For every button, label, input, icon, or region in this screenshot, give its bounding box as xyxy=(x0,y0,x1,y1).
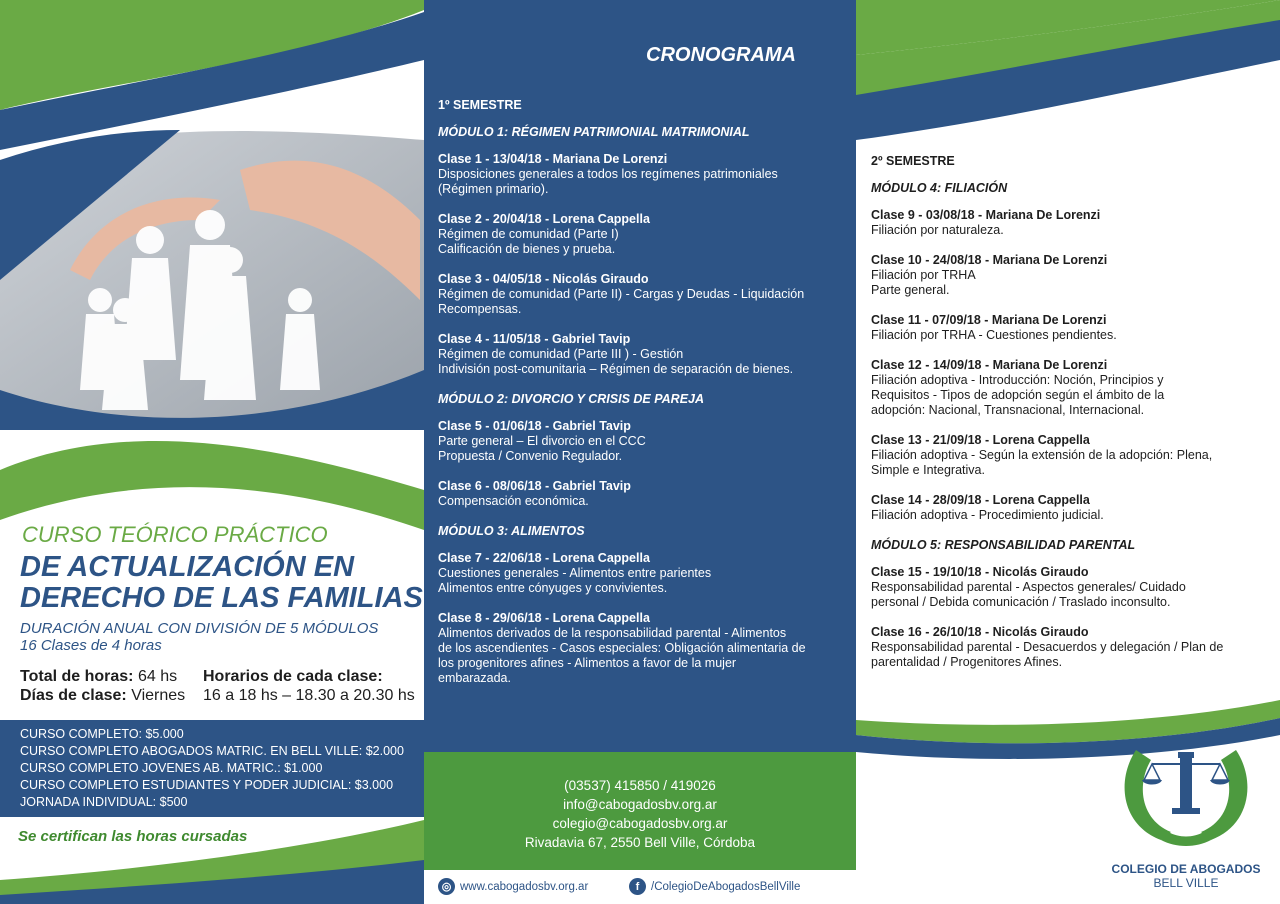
class-description: Simple e Integrativa. xyxy=(871,463,985,477)
module-1-classes xyxy=(438,152,850,377)
class-description: adopción: Nacional, Transnacional, Internacional. xyxy=(871,403,1145,417)
price-list xyxy=(0,720,424,817)
total-hours-value: 64 hs xyxy=(137,668,178,685)
email-colegio[interactable]: colegio@cabogadosbv.org.ar xyxy=(552,816,728,831)
class-description: Filiación por TRHA - Cuestiones pendientes. xyxy=(871,328,1117,342)
class-entry xyxy=(438,272,850,317)
class-heading: Clase 3 - 04/05/18 - Nicolás Giraudo xyxy=(438,272,649,286)
course-duration xyxy=(20,620,378,654)
module-3-classes xyxy=(438,551,850,686)
course-title-line-1: DE ACTUALIZACIÓN EN xyxy=(20,551,355,583)
class-entry xyxy=(871,493,1276,523)
duration-line-1: DURACIÓN ANUAL CON DIVISIÓN DE 5 MÓDULOS xyxy=(20,620,379,637)
address: Rivadavia 67, 2550 Bell Ville, Córdoba xyxy=(524,835,756,850)
module-heading: MÓDULO 5: RESPONSABILIDAD PARENTAL xyxy=(871,538,1136,552)
website-link[interactable] xyxy=(438,878,588,895)
class-entry xyxy=(438,611,850,686)
contact-info xyxy=(424,776,856,852)
class-description: Responsabilidad parental - Aspectos generales/ Cuidado xyxy=(871,580,1186,594)
scales-of-justice-logo xyxy=(1116,740,1256,850)
class-description: Disposiciones generales a todos los regímenes patrimoniales xyxy=(438,167,778,181)
class-heading: Clase 6 - 08/06/18 - Gabriel Tavip xyxy=(438,479,631,493)
facebook-handle: /ColegioDeAbogadosBellVille xyxy=(651,880,801,893)
schedule-title: CRONOGRAMA xyxy=(646,44,796,66)
class-days-value: Viernes xyxy=(131,687,186,704)
class-entry xyxy=(871,433,1276,478)
globe-icon: ◎ xyxy=(438,878,455,895)
price-item: CURSO COMPLETO: $5.000 xyxy=(20,727,184,741)
class-days-label: Días de clase: xyxy=(20,687,127,704)
right-panel xyxy=(856,0,1280,904)
logo-name-line-1: COLEGIO DE ABOGADOS xyxy=(1111,862,1261,876)
course-title xyxy=(20,552,423,614)
website-url: www.cabogadosbv.org.ar xyxy=(460,880,589,893)
left-panel xyxy=(0,0,424,904)
class-heading: Clase 5 - 01/06/18 - Gabriel Tavip xyxy=(438,419,631,433)
class-description: Parte general – El divorcio en el CCC xyxy=(438,434,646,448)
email-info[interactable]: info@cabogadosbv.org.ar xyxy=(563,797,717,812)
class-heading: Clase 13 - 21/09/18 - Lorena Cappella xyxy=(871,433,1090,447)
class-description: Recompensas. xyxy=(438,302,522,316)
second-semester-schedule xyxy=(871,154,1276,685)
class-description: Régimen de comunidad (Parte III ) - Gestión xyxy=(438,347,684,361)
module-4-classes xyxy=(871,208,1276,523)
class-description: Cuestiones generales - Alimentos entre parientes xyxy=(438,566,712,580)
first-semester-schedule xyxy=(438,98,850,701)
course-subtitle: CURSO TEÓRICO PRÁCTICO xyxy=(22,522,328,547)
price-item: CURSO COMPLETO JOVENES AB. MATRIC.: $1.000 xyxy=(20,761,323,775)
class-description: Filiación adoptiva - Procedimiento judicial. xyxy=(871,508,1104,522)
module-heading: MÓDULO 3: ALIMENTOS xyxy=(438,524,585,538)
class-description: Parte general. xyxy=(871,283,950,297)
phone-number: (03537) 415850 / 419026 xyxy=(564,778,716,793)
price-item: CURSO COMPLETO ABOGADOS MATRIC. EN BELL VILLE: $2.000 xyxy=(20,744,404,758)
class-entry xyxy=(871,565,1276,610)
class-entry xyxy=(438,152,850,197)
class-description: personal / Debida comunicación / Traslado inconsulto. xyxy=(871,595,1171,609)
class-heading: Clase 10 - 24/08/18 - Mariana De Lorenzi xyxy=(871,253,1108,267)
class-heading: Clase 14 - 28/09/18 - Lorena Cappella xyxy=(871,493,1090,507)
logo-name-line-2: BELL VILLE xyxy=(1153,876,1219,890)
class-heading: Clase 2 - 20/04/18 - Lorena Cappella xyxy=(438,212,650,226)
certification-note: Se certifican las horas cursadas xyxy=(18,828,248,845)
module-5-classes xyxy=(871,565,1276,670)
class-description: Régimen de comunidad (Parte II) - Cargas y Deudas - Liquidación xyxy=(438,287,805,301)
class-entry xyxy=(438,479,850,509)
schedule-value: 16 a 18 hs – 18.30 a 20.30 hs xyxy=(203,687,415,704)
semester-heading: 1º SEMESTRE xyxy=(438,98,522,112)
class-description: (Régimen primario). xyxy=(438,182,549,196)
class-entry xyxy=(871,625,1276,670)
class-description: Alimentos derivados de la responsabilidad parental - Alimentos xyxy=(438,626,787,640)
class-description: Requisitos - Tipos de adopción según el ámbito de la xyxy=(871,388,1165,402)
class-entry xyxy=(871,313,1276,343)
class-description: Alimentos entre cónyuges y convivientes. xyxy=(438,581,668,595)
class-description: Filiación por naturaleza. xyxy=(871,223,1004,237)
family-paper-cutout-image xyxy=(0,100,424,430)
semester-heading: 2º SEMESTRE xyxy=(871,154,955,168)
class-description: Régimen de comunidad (Parte I) xyxy=(438,227,619,241)
class-entry xyxy=(871,208,1276,238)
class-description: Filiación adoptiva - Según la extensión de la adopción: Plena, xyxy=(871,448,1213,462)
class-entry xyxy=(438,332,850,377)
schedule-info xyxy=(203,667,415,705)
class-entry xyxy=(438,551,850,596)
class-description: embarazada. xyxy=(438,671,511,685)
class-entry xyxy=(871,253,1276,298)
class-description: Filiación por TRHA xyxy=(871,268,976,282)
module-heading: MÓDULO 1: RÉGIMEN PATRIMONIAL MATRIMONIAL xyxy=(438,125,750,139)
schedule-label: Horarios de cada clase: xyxy=(203,668,383,685)
class-description: los progenitores afines - Alimentos a favor de la mujer xyxy=(438,656,737,670)
class-description: Calificación de bienes y prueba. xyxy=(438,242,616,256)
class-heading: Clase 11 - 07/09/18 - Mariana De Lorenzi xyxy=(871,313,1107,327)
class-heading: Clase 8 - 29/06/18 - Lorena Cappella xyxy=(438,611,650,625)
class-heading: Clase 16 - 26/10/18 - Nicolás Giraudo xyxy=(871,625,1089,639)
class-description: Propuesta / Convenio Regulador. xyxy=(438,449,623,463)
hours-info xyxy=(20,667,185,705)
class-heading: Clase 12 - 14/09/18 - Mariana De Lorenzi xyxy=(871,358,1108,372)
module-heading: MÓDULO 2: DIVORCIO Y CRISIS DE PAREJA xyxy=(438,392,705,406)
class-heading: Clase 4 - 11/05/18 - Gabriel Tavip xyxy=(438,332,631,346)
class-description: de los ascendientes - Casos especiales: Obligación alimentaria de xyxy=(438,641,806,655)
class-entry xyxy=(871,358,1276,418)
duration-line-2: 16 Clases de 4 horas xyxy=(20,637,162,654)
class-entry xyxy=(438,419,850,464)
module-2-classes xyxy=(438,419,850,509)
facebook-link[interactable] xyxy=(629,878,800,895)
class-heading: Clase 1 - 13/04/18 - Mariana De Lorenzi xyxy=(438,152,668,166)
module-heading: MÓDULO 4: FILIACIÓN xyxy=(871,181,1008,195)
total-hours-label: Total de horas: xyxy=(20,668,134,685)
course-title-line-2: DERECHO DE LAS FAMILIAS xyxy=(20,582,423,614)
class-heading: Clase 9 - 03/08/18 - Mariana De Lorenzi xyxy=(871,208,1101,222)
logo-name xyxy=(1096,862,1276,890)
price-item: JORNADA INDIVIDUAL: $500 xyxy=(20,795,188,809)
class-description: Responsabilidad parental - Desacuerdos y delegación / Plan de xyxy=(871,640,1224,654)
class-entry xyxy=(438,212,850,257)
facebook-icon: f xyxy=(629,878,646,895)
class-heading: Clase 7 - 22/06/18 - Lorena Cappella xyxy=(438,551,650,565)
price-item: CURSO COMPLETO ESTUDIANTES Y PODER JUDICIAL: $3.000 xyxy=(20,778,394,792)
class-description: parentalidad / Progenitores Afines. xyxy=(871,655,1063,669)
class-description: Indivisión post-comunitaria – Régimen de separación de bienes. xyxy=(438,362,794,376)
class-heading: Clase 15 - 19/10/18 - Nicolás Giraudo xyxy=(871,565,1089,579)
class-description: Compensación económica. xyxy=(438,494,589,508)
class-description: Filiación adoptiva - Introducción: Noción, Principios y xyxy=(871,373,1164,387)
middle-panel xyxy=(424,0,856,904)
